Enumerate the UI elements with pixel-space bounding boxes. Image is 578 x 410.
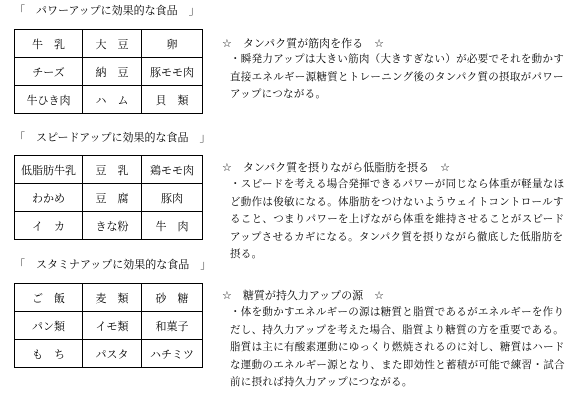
table-cell: 豚肉: [142, 184, 203, 212]
table-row: [15, 284, 203, 312]
table-cell: 貝 類: [142, 86, 203, 114]
table-cell: 牛 乳: [15, 30, 83, 58]
table-cell: パン類: [15, 312, 83, 340]
section-heading-power: 「 パワーアップに効果的な食品 」: [14, 4, 200, 17]
table-cell: 豚モモ肉: [142, 58, 203, 86]
table-cell: も ち: [15, 340, 83, 368]
table-cell: 牛 肉: [142, 212, 203, 240]
table-row: [15, 58, 203, 86]
table-cell: きな粉: [83, 212, 142, 240]
table-cell: 豆 腐: [83, 184, 142, 212]
table-cell: 鶏モモ肉: [142, 156, 203, 184]
table-cell: 低脂肪牛乳: [15, 156, 83, 184]
table-row: [15, 312, 203, 340]
table-cell: 牛ひき肉: [15, 86, 83, 114]
table-row: [15, 184, 203, 212]
food-table-power: [14, 29, 203, 114]
table-cell: ハ ム: [83, 86, 142, 114]
table-cell: チーズ: [15, 58, 83, 86]
description-body-stamina: ・体を動かすエネルギーの源は糖質と脂質であるがエネルギーを作りだし、持久力アップを考えた場合、脂質より糖質の方を重要である。脂質は主に有酸素運動にゆっくり燃焼されるのに対し、糖質はハードな運動のエネルギー源となり、また即効性と蓄積が可能で練習・試合前に摂れば持久力アップにつながる。: [230, 306, 565, 388]
table-cell: パスタ: [83, 340, 142, 368]
section-heading-speed: 「 スピードアップに効果的な食品 」: [14, 131, 211, 144]
table-row: [15, 86, 203, 114]
table-cell: イモ類: [83, 312, 142, 340]
description-body-power: ・瞬発力アップは大きい筋肉（大きすぎない）が必要でそれを動かす直接エネルギー源糖質とトレーニング後のタンパク質の摂取がパワーアップにつながる。: [230, 53, 565, 100]
section-heading-stamina: 「 スタミナアップに効果的な食品 」: [14, 258, 212, 271]
table-cell: 卵: [142, 30, 203, 58]
description-title-stamina: ☆ 糖質が持久力アップの源 ☆: [222, 289, 384, 302]
table-cell: 砂 糖: [142, 284, 203, 312]
table-row: [15, 212, 203, 240]
table-cell: イ カ: [15, 212, 83, 240]
table-cell: 麦 類: [83, 284, 142, 312]
table-row: [15, 156, 203, 184]
table-cell: ご 飯: [15, 284, 83, 312]
table-cell: 大 豆: [83, 30, 142, 58]
food-table-speed: [14, 155, 203, 240]
table-row: [15, 30, 203, 58]
food-table-stamina: [14, 283, 203, 368]
table-cell: 豆 乳: [83, 156, 142, 184]
description-title-speed: ☆ タンパク質を摂りながら低脂肪を摂る ☆: [222, 161, 450, 174]
description-title-power: ☆ タンパク質が筋肉を作る ☆: [222, 37, 384, 50]
table-cell: 和菓子: [142, 312, 203, 340]
table-cell: ハチミツ: [142, 340, 203, 368]
table-cell: 納 豆: [83, 58, 142, 86]
description-body-speed: ・スピードを考える場合発揮できるパワーが同じなら体重が軽量なほど動作は俊敏になる。体脂肪をつけないようウェイトコントロールすること、つまりパワーを上げながら体重を維持させることがスピードアップさせるカギになる。タンパク質を摂りながら徹底した低脂肪を摂る。: [230, 178, 565, 260]
table-row: [15, 340, 203, 368]
table-cell: わかめ: [15, 184, 83, 212]
